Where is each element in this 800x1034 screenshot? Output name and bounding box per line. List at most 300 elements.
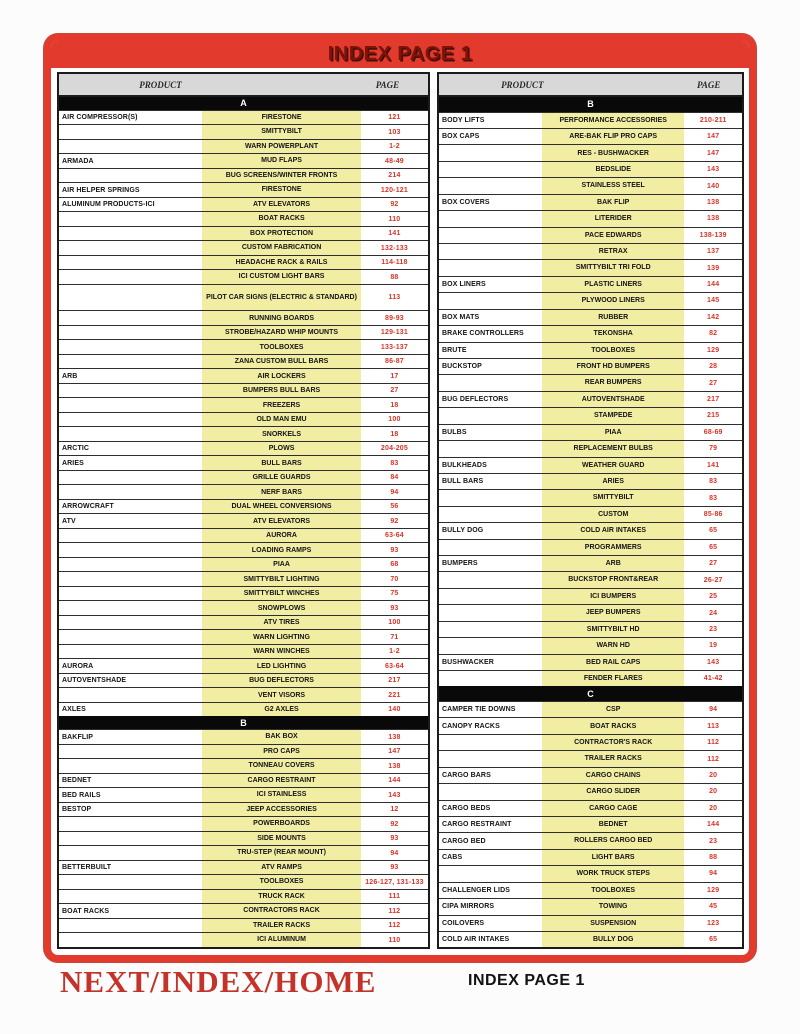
product-cell: BUG SCREENS/WINTER FRONTS bbox=[202, 169, 361, 183]
product-cell: DUAL WHEEL CONVERSIONS bbox=[202, 500, 361, 514]
brand-cell bbox=[439, 441, 542, 456]
index-row bbox=[439, 931, 742, 947]
product-cell: FRONT HD BUMPERS bbox=[542, 359, 684, 374]
brand-cell: COILOVERS bbox=[442, 919, 485, 927]
index-row bbox=[439, 637, 742, 653]
product-cell: RUBBER bbox=[542, 310, 684, 325]
brand-cell bbox=[59, 384, 202, 398]
index-row bbox=[59, 874, 428, 889]
page-number-cell: 93 bbox=[390, 604, 399, 612]
index-row bbox=[439, 440, 742, 456]
product-cell: FIRESTONE bbox=[202, 111, 361, 125]
brand-cell bbox=[439, 751, 542, 766]
index-row bbox=[439, 915, 742, 931]
brand-cell: BRUTE bbox=[442, 346, 467, 354]
index-row bbox=[59, 528, 428, 543]
page-number-cell: 23 bbox=[709, 837, 718, 845]
brand-cell: BOX MATS bbox=[442, 313, 480, 321]
index-row bbox=[439, 243, 742, 259]
index-row bbox=[439, 882, 742, 898]
index-row bbox=[59, 240, 428, 255]
brand-cell: BUSHWACKER bbox=[442, 658, 494, 666]
page-number-cell: 138 bbox=[388, 733, 401, 741]
page-number-cell: 23 bbox=[709, 625, 718, 633]
brand-cell bbox=[59, 645, 202, 659]
index-row bbox=[439, 161, 742, 177]
page-number-cell: 103 bbox=[388, 128, 401, 136]
brand-cell: BRAKE CONTROLLERS bbox=[442, 330, 524, 338]
page-number-cell: 110 bbox=[388, 936, 401, 944]
page-number-cell: 48-49 bbox=[384, 157, 404, 165]
index-row bbox=[59, 139, 428, 154]
index-row bbox=[59, 787, 428, 802]
index-row bbox=[439, 227, 742, 243]
table-header-row bbox=[439, 74, 742, 97]
brand-cell: BOX LINERS bbox=[442, 281, 486, 289]
page-number-cell: 93 bbox=[390, 835, 399, 843]
product-cell: RETRAX bbox=[542, 244, 684, 259]
brand-cell bbox=[59, 241, 202, 255]
brand-cell bbox=[439, 260, 542, 275]
index-row bbox=[59, 284, 428, 311]
page-number-cell: 110 bbox=[388, 215, 401, 223]
index-row bbox=[59, 182, 428, 197]
product-cell: ARE-BAK FLIP PRO CAPS bbox=[542, 129, 684, 144]
section-divider-c: C bbox=[439, 686, 742, 701]
brand-cell: AURORA bbox=[62, 662, 94, 670]
brand-cell bbox=[59, 933, 202, 947]
product-cell: CONTRACTOR'S RACK bbox=[542, 735, 684, 750]
brand-cell: BUCKSTOP bbox=[442, 363, 482, 371]
brand-cell bbox=[439, 293, 542, 308]
index-row bbox=[59, 845, 428, 860]
brand-cell bbox=[439, 162, 542, 177]
brand-cell: ATV bbox=[62, 517, 76, 525]
brand-cell: BEDNET bbox=[62, 777, 92, 785]
brand-cell bbox=[59, 169, 202, 183]
page-number-cell: 210-211 bbox=[699, 116, 727, 124]
product-cell: ARIES bbox=[542, 474, 684, 489]
brand-cell: BOX COVERS bbox=[442, 198, 490, 206]
product-cell: REAR BUMPERS bbox=[542, 375, 684, 390]
brand-cell bbox=[439, 408, 542, 423]
index-row bbox=[59, 455, 428, 470]
index-row bbox=[439, 177, 742, 193]
page-number-cell: 113 bbox=[707, 722, 720, 730]
brand-cell: CABS bbox=[442, 854, 463, 862]
page-number-cell: 1-2 bbox=[389, 143, 400, 151]
brand-cell: BAKFLIP bbox=[62, 733, 94, 741]
product-cell: TOOLBOXES bbox=[202, 875, 361, 889]
product-cell: WARN WINCHES bbox=[202, 645, 361, 659]
index-row bbox=[439, 457, 742, 473]
brand-cell bbox=[59, 919, 202, 933]
product-cell: PIAA bbox=[542, 425, 684, 440]
brand-cell: CARGO BEDS bbox=[442, 804, 491, 812]
product-cell: PLOWS bbox=[202, 442, 361, 456]
index-row bbox=[59, 211, 428, 226]
page-number-cell: 120-121 bbox=[380, 186, 408, 194]
index-row bbox=[59, 600, 428, 615]
page-number-cell: 70 bbox=[390, 575, 399, 583]
product-cell: SMITTYBILT HD bbox=[542, 622, 684, 637]
product-cell: STAINLESS STEEL bbox=[542, 178, 684, 193]
page-number-cell: 63-64 bbox=[384, 662, 404, 670]
brand-cell bbox=[439, 671, 542, 686]
index-row bbox=[59, 860, 428, 875]
page-title: INDEX PAGE 1 bbox=[327, 43, 473, 65]
page-number-cell: 126-127, 131-133 bbox=[365, 878, 424, 886]
index-row bbox=[439, 128, 742, 144]
product-cell: CARGO CHAINS bbox=[542, 768, 684, 783]
index-row bbox=[59, 310, 428, 325]
product-cell: G2 AXLES bbox=[202, 703, 361, 717]
table-header-row bbox=[59, 74, 428, 97]
product-cell: LIGHT BARS bbox=[542, 850, 684, 865]
page-number-cell: 20 bbox=[709, 788, 718, 796]
product-cell: LED LIGHTING bbox=[202, 659, 361, 673]
brand-cell: BULKHEADS bbox=[442, 461, 487, 469]
index-row bbox=[439, 407, 742, 423]
product-cell: SNORKELS bbox=[202, 427, 361, 441]
index-row bbox=[439, 654, 742, 670]
index-row bbox=[439, 489, 742, 505]
page-number-cell: 143 bbox=[707, 658, 720, 666]
index-row bbox=[59, 557, 428, 572]
product-cell: TEKONSHA bbox=[542, 326, 684, 341]
product-cell: MUD FLAPS bbox=[202, 154, 361, 168]
index-tables bbox=[57, 72, 744, 949]
index-row bbox=[439, 571, 742, 587]
product-cell: CSP bbox=[542, 702, 684, 717]
index-row bbox=[59, 729, 428, 744]
index-row bbox=[439, 670, 742, 686]
brand-cell: AIR COMPRESSOR(S) bbox=[62, 114, 138, 122]
product-cell: AIR LOCKERS bbox=[202, 369, 361, 383]
page-number-cell: 83 bbox=[709, 478, 718, 486]
page-number-cell: 112 bbox=[707, 755, 720, 763]
brand-cell bbox=[59, 558, 202, 572]
brand-cell bbox=[59, 688, 202, 702]
page-number-cell: 139 bbox=[707, 264, 720, 272]
product-cell: ZANA CUSTOM BULL BARS bbox=[202, 355, 361, 369]
catalog-page-frame bbox=[44, 34, 756, 962]
brand-cell: BODY LIFTS bbox=[442, 116, 485, 124]
index-row bbox=[439, 849, 742, 865]
index-row bbox=[59, 426, 428, 441]
brand-cell bbox=[59, 140, 202, 154]
index-row bbox=[439, 292, 742, 308]
brand-cell bbox=[59, 543, 202, 557]
index-row bbox=[59, 773, 428, 788]
page-number-cell: 147 bbox=[707, 133, 720, 141]
product-cell: STROBE/HAZARD WHIP MOUNTS bbox=[202, 326, 361, 340]
index-row bbox=[59, 499, 428, 514]
page-number-cell: 144 bbox=[388, 777, 401, 785]
index-row bbox=[439, 259, 742, 275]
index-row bbox=[59, 658, 428, 673]
index-row bbox=[59, 889, 428, 904]
index-row bbox=[59, 644, 428, 659]
page-number-cell: 147 bbox=[388, 748, 401, 756]
index-row bbox=[59, 441, 428, 456]
index-row bbox=[59, 802, 428, 817]
index-row bbox=[59, 513, 428, 528]
page-number-cell: 94 bbox=[709, 870, 718, 878]
brand-cell bbox=[439, 507, 542, 522]
brand-cell bbox=[439, 490, 542, 505]
product-cell: GRILLE GUARDS bbox=[202, 471, 361, 485]
index-row bbox=[59, 484, 428, 499]
brand-cell bbox=[59, 745, 202, 759]
page-number-cell: 141 bbox=[707, 461, 720, 469]
index-row bbox=[439, 276, 742, 292]
product-cell: PILOT CAR SIGNS (ELECTRIC & STANDARD) bbox=[202, 285, 361, 311]
page-number-cell: 92 bbox=[390, 820, 399, 828]
index-row bbox=[439, 832, 742, 848]
page-number-cell: 138-139 bbox=[699, 231, 727, 239]
product-cell: BUMPERS BULL BARS bbox=[202, 384, 361, 398]
page-number-cell: 71 bbox=[390, 633, 399, 641]
product-cell: COLD AIR INTAKES bbox=[542, 523, 684, 538]
page-number-cell: 83 bbox=[709, 494, 718, 502]
page-number-cell: 111 bbox=[388, 893, 401, 901]
page-number-cell: 18 bbox=[390, 401, 399, 409]
section-divider-a: A bbox=[59, 97, 428, 110]
page-number-cell: 113 bbox=[388, 294, 401, 302]
product-cell: TONNEAU COVERS bbox=[202, 759, 361, 773]
brand-cell: BED RAILS bbox=[62, 791, 101, 799]
page-number-cell: 84 bbox=[390, 474, 399, 482]
page-number-cell: 68-69 bbox=[703, 428, 723, 436]
index-row bbox=[59, 629, 428, 644]
page-number-cell: 89-93 bbox=[384, 314, 404, 322]
index-row bbox=[59, 397, 428, 412]
page-number-cell: 133-137 bbox=[380, 343, 408, 351]
index-row bbox=[439, 898, 742, 914]
product-cell: POWERBOARDS bbox=[202, 817, 361, 831]
index-row bbox=[439, 342, 742, 358]
product-cell: BEDSLIDE bbox=[542, 162, 684, 177]
page-number-cell: 65 bbox=[709, 936, 718, 944]
product-cell: WARN HD bbox=[542, 638, 684, 653]
product-cell: JEEP BUMPERS bbox=[542, 605, 684, 620]
brand-cell: BESTOP bbox=[62, 806, 92, 814]
brand-cell: CARGO RESTRAINT bbox=[442, 821, 512, 829]
page-number-cell: 65 bbox=[709, 527, 718, 535]
index-row bbox=[439, 112, 742, 128]
product-cell: JEEP ACCESSORIES bbox=[202, 803, 361, 817]
brand-cell: ALUMINUM PRODUCTS-ICI bbox=[62, 201, 155, 209]
product-cell: BULL BARS bbox=[202, 456, 361, 470]
index-row bbox=[59, 325, 428, 340]
product-cell: WARN POWERPLANT bbox=[202, 140, 361, 154]
brand-cell bbox=[59, 601, 202, 615]
brand-cell bbox=[59, 398, 202, 412]
brand-cell: CHALLENGER LIDS bbox=[442, 886, 510, 894]
page-number-cell: 132-133 bbox=[380, 244, 408, 252]
page-number-cell: 140 bbox=[388, 706, 401, 714]
page-number-cell: 27 bbox=[390, 387, 399, 395]
title-bar bbox=[51, 41, 749, 68]
product-cell: OLD MAN EMU bbox=[202, 413, 361, 427]
page-number-cell: 27 bbox=[709, 560, 718, 568]
product-cell: SUSPENSION bbox=[542, 916, 684, 931]
product-cell: PRO CAPS bbox=[202, 745, 361, 759]
page-number-cell: 94 bbox=[390, 849, 399, 857]
brand-cell: ARROWCRAFT bbox=[62, 503, 114, 511]
product-cell: TOOLBOXES bbox=[542, 883, 684, 898]
index-table-left bbox=[57, 72, 430, 949]
brand-cell bbox=[59, 471, 202, 485]
index-row bbox=[439, 522, 742, 538]
page-number-cell: 93 bbox=[390, 546, 399, 554]
index-row bbox=[439, 588, 742, 604]
brand-cell bbox=[59, 529, 202, 543]
page-number-cell: 214 bbox=[388, 172, 401, 180]
product-cell: ROLLERS CARGO BED bbox=[542, 833, 684, 848]
brand-cell bbox=[59, 759, 202, 773]
page-number-cell: 144 bbox=[707, 821, 720, 829]
product-cell: SMITTYBILT TRI FOLD bbox=[542, 260, 684, 275]
product-cell: CONTRACTORS RACK bbox=[202, 904, 361, 918]
index-row bbox=[439, 309, 742, 325]
product-cell: BAK FLIP bbox=[542, 195, 684, 210]
page-number-cell: 63-64 bbox=[384, 532, 404, 540]
brand-cell bbox=[59, 125, 202, 139]
page-number-cell: 112 bbox=[388, 922, 401, 930]
product-cell: SIDE MOUNTS bbox=[202, 832, 361, 846]
section-divider-b: B bbox=[59, 716, 428, 729]
brand-cell bbox=[59, 326, 202, 340]
product-cell: REPLACEMENT BULBS bbox=[542, 441, 684, 456]
product-cell: ICI BUMPERS bbox=[542, 589, 684, 604]
brand-cell bbox=[59, 890, 202, 904]
product-cell: ATV RAMPS bbox=[202, 861, 361, 875]
page-number-cell: 215 bbox=[707, 412, 720, 420]
product-cell: BAK BOX bbox=[202, 730, 361, 744]
product-cell: SMITTYBILT bbox=[542, 490, 684, 505]
product-cell: AURORA bbox=[202, 529, 361, 543]
brand-cell: BOX CAPS bbox=[442, 133, 480, 141]
index-row bbox=[439, 506, 742, 522]
page-column-header: PAGE bbox=[697, 79, 721, 90]
product-cell: BUG DEFLECTORS bbox=[202, 674, 361, 688]
product-cell: WORK TRUCK STEPS bbox=[542, 866, 684, 881]
index-row bbox=[59, 383, 428, 398]
brand-cell: AXLES bbox=[62, 706, 86, 714]
index-table-right bbox=[437, 72, 744, 949]
index-row bbox=[59, 816, 428, 831]
page-number-cell: 79 bbox=[709, 445, 718, 453]
product-cell: NERF BARS bbox=[202, 485, 361, 499]
index-row bbox=[59, 124, 428, 139]
index-row bbox=[59, 932, 428, 947]
index-row bbox=[59, 615, 428, 630]
brand-cell bbox=[439, 605, 542, 620]
page-column-header: PAGE bbox=[375, 79, 400, 90]
index-row bbox=[59, 339, 428, 354]
brand-cell: COLD AIR INTAKES bbox=[442, 936, 510, 944]
page-number-cell: 138 bbox=[707, 215, 720, 223]
section-divider-b: B bbox=[439, 97, 742, 112]
brand-cell bbox=[439, 866, 542, 881]
product-cell: FIRESTONE bbox=[202, 183, 361, 197]
brand-cell bbox=[59, 227, 202, 241]
brand-cell: AIR HELPER SPRINGS bbox=[62, 186, 140, 194]
brand-cell bbox=[59, 832, 202, 846]
product-cell: TRU-STEP (REAR MOUNT) bbox=[202, 846, 361, 860]
page-number-cell: 93 bbox=[390, 864, 399, 872]
product-cell: PACE EDWARDS bbox=[542, 228, 684, 243]
brand-cell: ARMADA bbox=[62, 157, 94, 165]
brand-cell: BUMPERS bbox=[442, 560, 478, 568]
product-cell: BOAT RACKS bbox=[202, 212, 361, 226]
index-row bbox=[59, 702, 428, 717]
page-number-cell: 17 bbox=[390, 372, 399, 380]
index-row bbox=[59, 153, 428, 168]
product-cell: WARN LIGHTING bbox=[202, 630, 361, 644]
product-cell: LITERIDER bbox=[542, 211, 684, 226]
product-cell: VENT VISORS bbox=[202, 688, 361, 702]
product-cell: BUCKSTOP FRONT&REAR bbox=[542, 572, 684, 587]
page-number-cell: 217 bbox=[707, 396, 720, 404]
brand-cell bbox=[59, 817, 202, 831]
product-cell: CUSTOM bbox=[542, 507, 684, 522]
index-row bbox=[59, 197, 428, 212]
brand-cell bbox=[439, 735, 542, 750]
brand-cell bbox=[59, 285, 202, 311]
brand-cell bbox=[439, 589, 542, 604]
product-cell: ATV ELEVATORS bbox=[202, 198, 361, 212]
page-number-cell: 142 bbox=[707, 313, 720, 321]
index-row bbox=[439, 539, 742, 555]
index-row bbox=[439, 424, 742, 440]
index-row bbox=[439, 865, 742, 881]
brand-cell bbox=[59, 270, 202, 284]
product-cell: TOOLBOXES bbox=[542, 343, 684, 358]
index-row bbox=[59, 903, 428, 918]
product-cell: RES - BUSHWACKER bbox=[542, 145, 684, 160]
index-row bbox=[59, 354, 428, 369]
brand-cell bbox=[59, 311, 202, 325]
index-row bbox=[439, 374, 742, 390]
page-number-cell: 112 bbox=[388, 907, 401, 915]
page-number-cell: 1-2 bbox=[389, 648, 400, 656]
product-cell: AUTOVENTSHADE bbox=[542, 392, 684, 407]
brand-cell bbox=[439, 638, 542, 653]
page-number-cell: 26-27 bbox=[703, 576, 723, 584]
brand-cell bbox=[59, 485, 202, 499]
page-number-cell: 28 bbox=[709, 363, 718, 371]
index-row bbox=[59, 571, 428, 586]
product-cell: TOOLBOXES bbox=[202, 340, 361, 354]
brand-cell bbox=[59, 846, 202, 860]
brand-cell: CARGO BARS bbox=[442, 771, 491, 779]
page-number-cell: 45 bbox=[709, 903, 718, 911]
brand-cell bbox=[59, 616, 202, 630]
product-cell: HEADACHE RACK & RAILS bbox=[202, 256, 361, 270]
index-row bbox=[439, 816, 742, 832]
product-cell: PIAA bbox=[202, 558, 361, 572]
product-cell: BOX PROTECTION bbox=[202, 227, 361, 241]
page-number-cell: 75 bbox=[390, 590, 399, 598]
product-cell: BEDNET bbox=[542, 817, 684, 832]
brand-cell: CIPA MIRRORS bbox=[442, 903, 495, 911]
next-index-home-link[interactable]: NEXT/INDEX/HOME bbox=[60, 964, 377, 999]
page-number-cell: 94 bbox=[709, 706, 718, 714]
index-row bbox=[439, 358, 742, 374]
